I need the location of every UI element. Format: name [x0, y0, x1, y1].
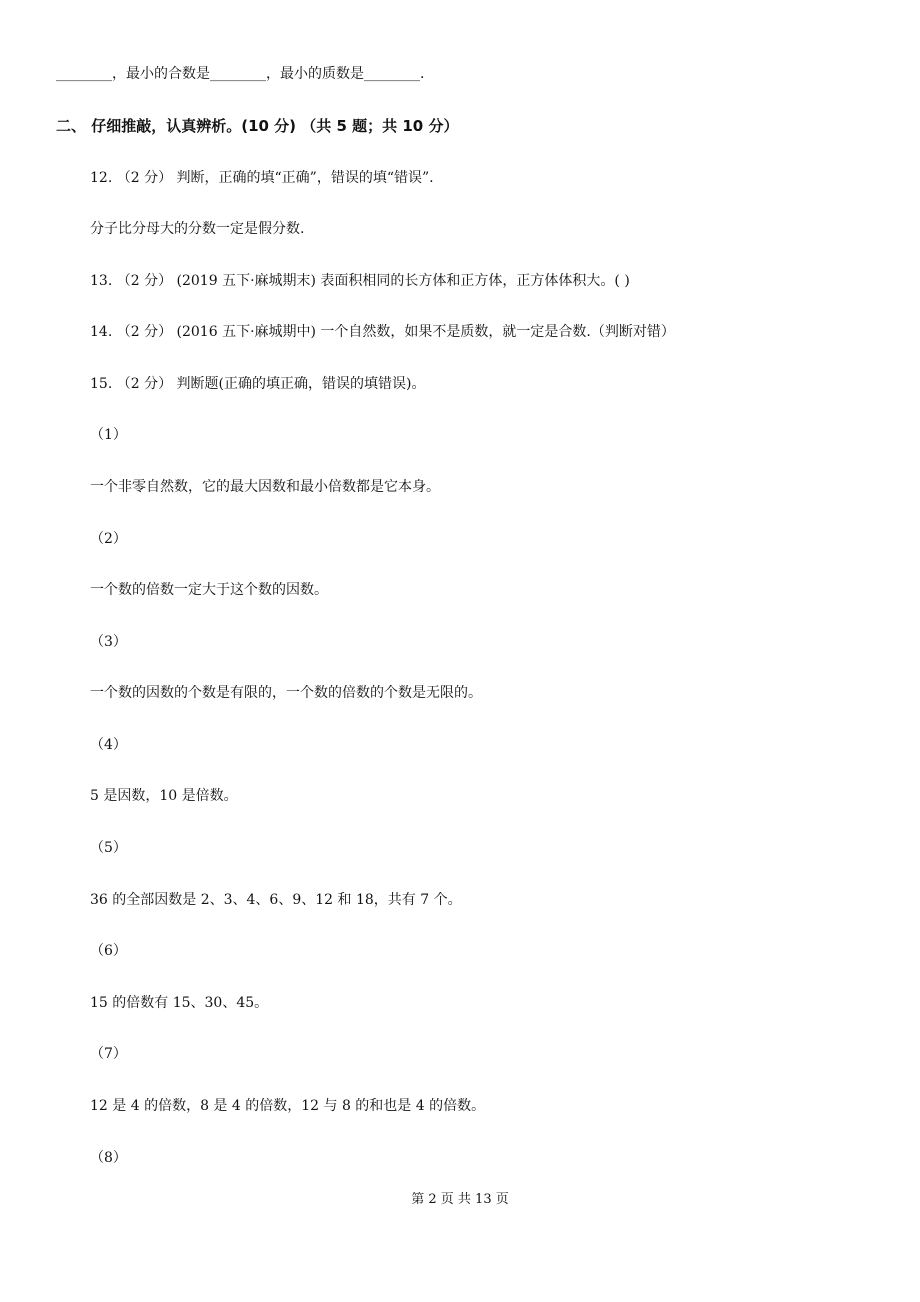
sub-question-5-label: （5） — [90, 840, 127, 856]
sub-question-6-label: （6） — [90, 943, 127, 959]
question-14: 14. （2 分） (2016 五下·麻城期中) 一个自然数，如果不是质数，就一定是合数.（判断对错） — [90, 324, 675, 340]
sub-question-5-text: 36 的全部因数是 2、3、4、6、9、12 和 18，共有 7 个。 — [90, 892, 462, 908]
sub-question-8-label: （8） — [90, 1150, 127, 1166]
section-two-title: 二、 仔细推敲，认真辨析。(10 分) （共 5 题；共 10 分） — [56, 117, 459, 135]
sub-question-7-label: （7） — [90, 1046, 127, 1062]
sub-question-3-text: 一个数的因数的个数是有限的，一个数的倍数的个数是无限的。 — [90, 685, 482, 701]
sub-question-4-text: 5 是因数，10 是倍数。 — [90, 788, 238, 804]
sub-question-2-label: （2） — [90, 531, 127, 547]
question-12-stem: 12. （2 分） 判断，正确的填“正确”，错误的填“错误”. — [90, 170, 434, 186]
sub-question-1-label: （1） — [90, 427, 127, 443]
page-footer: 第 2 页 共 13 页 — [411, 1192, 509, 1207]
sub-question-4-label: （4） — [90, 737, 127, 753]
carryover-blanks-line: ________，最小的合数是________，最小的质数是________. — [56, 66, 425, 82]
sub-question-2-text: 一个数的倍数一定大于这个数的因数。 — [90, 582, 328, 598]
sub-question-7-text: 12 是 4 的倍数，8 是 4 的倍数，12 与 8 的和也是 4 的倍数。 — [90, 1098, 486, 1114]
question-15-stem: 15. （2 分） 判断题(正确的填正确，错误的填错误)。 — [90, 376, 426, 392]
sub-question-6-text: 15 的倍数有 15、30、45。 — [90, 995, 269, 1011]
question-12-statement: 分子比分母大的分数一定是假分数. — [90, 221, 305, 237]
sub-question-1-text: 一个非零自然数，它的最大因数和最小倍数都是它本身。 — [90, 479, 440, 495]
sub-question-3-label: （3） — [90, 634, 127, 650]
question-13: 13. （2 分） (2019 五下·麻城期末) 表面积相同的长方体和正方体，正方体体积大。( ) — [90, 273, 630, 289]
